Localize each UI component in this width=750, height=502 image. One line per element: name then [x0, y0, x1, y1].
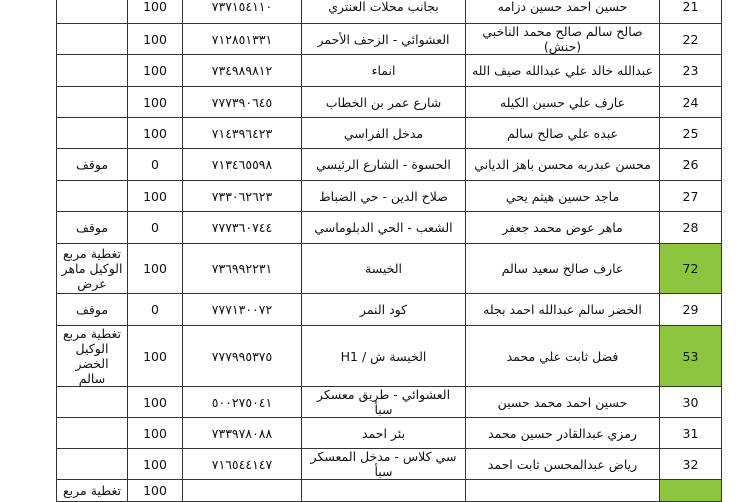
- note-text: تغطية مربع: [63, 483, 121, 498]
- note-cell: [57, 212, 128, 244]
- row-number-cell: [660, 480, 722, 502]
- row-number-text: 22: [682, 31, 699, 47]
- name-cell: [466, 0, 660, 24]
- phone-cell: [183, 326, 302, 387]
- name-cell: [466, 87, 660, 118]
- address-text: بئر احمد: [361, 425, 406, 441]
- phone-text: ٧١٢٨٥١٣٣١: [211, 31, 273, 47]
- table-row: [57, 449, 722, 480]
- row-number-text: 26: [682, 157, 699, 172]
- amount-text: 100: [143, 394, 167, 410]
- amount-cell: [128, 244, 183, 294]
- phone-cell: [183, 0, 302, 24]
- address-cell: [302, 149, 466, 181]
- name-cell: [466, 244, 660, 294]
- row-number-cell: [660, 0, 722, 24]
- address-text: صلاح الدين - حي الضباط: [319, 188, 448, 204]
- name-text: ماهر عوض محمد جعفر: [502, 220, 623, 235]
- name-cell: [466, 212, 660, 244]
- table-row: [57, 24, 722, 55]
- amount-cell: [128, 55, 183, 87]
- address-text: انماء: [371, 63, 396, 78]
- note-cell: [57, 449, 128, 480]
- note-cell: [57, 387, 128, 418]
- row-number-cell: [660, 149, 722, 181]
- table-row: [57, 118, 722, 149]
- phone-text: ٧٧٧١٣٠٠٧٢: [211, 302, 273, 317]
- note-cell: [57, 244, 128, 294]
- row-number-text: 53: [682, 348, 699, 364]
- address-cell: [302, 294, 466, 326]
- amount-text: 0: [151, 157, 159, 172]
- name-cell: [466, 418, 660, 449]
- name-cell: [466, 24, 660, 55]
- amount-text: 100: [143, 31, 167, 47]
- note-cell: [57, 24, 128, 55]
- name-text: فضل ثابت علي محمد: [506, 348, 619, 364]
- row-number-cell: [660, 87, 722, 118]
- address-cell: [302, 55, 466, 87]
- address-text: بجانب محلات العنتري: [328, 0, 439, 14]
- phone-cell: [183, 181, 302, 212]
- name-cell: [466, 181, 660, 212]
- name-cell: [466, 55, 660, 87]
- name-cell: [466, 449, 660, 480]
- note-cell: [57, 0, 128, 24]
- note-cell: [57, 118, 128, 149]
- amount-text: 0: [151, 220, 159, 235]
- note-text: تغطية مربع الوكيل ماهر عرض: [61, 246, 123, 291]
- roster-table-body: [57, 0, 722, 502]
- note-cell: [57, 55, 128, 87]
- row-number-cell: [660, 212, 722, 244]
- address-cell: [302, 387, 466, 418]
- row-number-cell: [660, 118, 722, 149]
- name-cell: [466, 118, 660, 149]
- table-row: [57, 55, 722, 87]
- row-number-cell: [660, 387, 722, 418]
- table-row: [57, 87, 722, 118]
- name-text: حسين احمد محمد حسين: [497, 394, 628, 410]
- name-text: صالح سالم صالح محمد الناخبي (حنش): [482, 24, 643, 54]
- table-row: [57, 326, 722, 387]
- name-text: ماجد حسين هيثم يحي: [505, 188, 620, 204]
- address-text: الخيسة ش / H1: [340, 348, 427, 364]
- address-text: العشوائي - طريق معسكر سبأ: [316, 387, 451, 417]
- note-cell: [57, 294, 128, 326]
- phone-cell: [183, 480, 302, 502]
- note-cell: [57, 87, 128, 118]
- note-cell: [57, 418, 128, 449]
- row-number-text: 25: [682, 125, 699, 141]
- amount-cell: [128, 294, 183, 326]
- row-number-cell: [660, 55, 722, 87]
- amount-cell: [128, 87, 183, 118]
- amount-cell: [128, 118, 183, 149]
- phone-cell: [183, 24, 302, 55]
- row-number-cell: [660, 449, 722, 480]
- table-row: [57, 480, 722, 502]
- phone-cell: [183, 449, 302, 480]
- amount-text: 100: [143, 63, 167, 78]
- address-cell: [302, 212, 466, 244]
- note-text: موقف: [75, 302, 109, 317]
- table-row: [57, 0, 722, 24]
- row-number-cell: [660, 326, 722, 387]
- phone-text: ٥٠٠٢٧٥٠٤١: [211, 394, 273, 410]
- phone-cell: [183, 87, 302, 118]
- row-number-text: 28: [682, 220, 699, 235]
- note-cell: [57, 181, 128, 212]
- phone-text: ٧٣٧١٥٤١١٠: [211, 0, 273, 14]
- name-text: حسين احمد حسين دزامه: [497, 0, 628, 14]
- name-text: الخضر سالم عبدالله احمد بجله: [483, 302, 642, 317]
- row-number-text: 24: [682, 94, 699, 110]
- phone-text: ٧٣٣٩٧٨٠٨٨: [211, 425, 273, 441]
- amount-cell: [128, 480, 183, 502]
- amount-text: 100: [143, 425, 167, 441]
- amount-text: 0: [151, 302, 159, 317]
- row-number-cell: [660, 244, 722, 294]
- amount-cell: [128, 418, 183, 449]
- phone-text: ٧٧٧٩٩٥٣٧٥: [211, 348, 273, 364]
- note-cell: [57, 326, 128, 387]
- table-row: [57, 387, 722, 418]
- address-cell: [302, 244, 466, 294]
- row-number-text: 72: [682, 261, 699, 276]
- amount-text: 100: [143, 125, 167, 141]
- note-cell: [57, 149, 128, 181]
- name-cell: [466, 480, 660, 502]
- note-text: موقف: [75, 157, 109, 172]
- phone-text: ٧١٤٣٩٦٤٢٣: [211, 125, 273, 141]
- phone-cell: [183, 294, 302, 326]
- phone-cell: [183, 387, 302, 418]
- amount-text: 100: [143, 94, 167, 110]
- phone-text: ٧٧٧٣٩٠٦٤٥: [211, 94, 273, 110]
- name-text: عبده علي صالح سالم: [507, 125, 618, 141]
- phone-cell: [183, 149, 302, 181]
- row-number-cell: [660, 24, 722, 55]
- amount-cell: [128, 181, 183, 212]
- phone-text: ٧٣٦٩٩٢٢٣١: [211, 261, 273, 276]
- note-text: موقف: [75, 220, 109, 235]
- amount-cell: [128, 449, 183, 480]
- name-text: رياض عبدالمحسن ثابت احمد: [487, 456, 638, 472]
- address-cell: [302, 326, 466, 387]
- address-text: العشوائي - الزحف الأحمر: [317, 31, 450, 47]
- phone-cell: [183, 118, 302, 149]
- roster-table: [56, 0, 722, 502]
- name-cell: [466, 149, 660, 181]
- table-row: [57, 294, 722, 326]
- note-cell: [57, 480, 128, 502]
- address-cell: [302, 449, 466, 480]
- phone-text: ٧٧٧٣٦٠٧٤٤: [211, 220, 273, 235]
- address-cell: [302, 181, 466, 212]
- row-number-text: 23: [682, 63, 699, 78]
- amount-cell: [128, 0, 183, 24]
- name-text: عارف علي حسين الكيله: [499, 94, 626, 110]
- address-text: شارع عمر بن الخطاب: [325, 94, 442, 110]
- name-cell: [466, 326, 660, 387]
- name-cell: [466, 387, 660, 418]
- amount-text: 100: [143, 483, 167, 498]
- address-text: الخيسة: [365, 261, 402, 276]
- note-text: تغطية مربع الوكيل الخضر سالم: [63, 326, 121, 386]
- row-number-cell: [660, 181, 722, 212]
- table-row: [57, 149, 722, 181]
- amount-cell: [128, 326, 183, 387]
- name-text: رمزي عبدالقادر حسين محمد: [488, 425, 637, 441]
- address-cell: [302, 24, 466, 55]
- address-cell: [302, 118, 466, 149]
- row-number-cell: [660, 294, 722, 326]
- address-cell: [302, 418, 466, 449]
- address-cell: [302, 87, 466, 118]
- phone-text: ٧١٣٤٦٥٥٩٨: [211, 157, 273, 172]
- address-text: كود النمر: [359, 302, 408, 317]
- amount-text: 100: [143, 348, 167, 364]
- row-number-cell: [660, 418, 722, 449]
- amount-cell: [128, 387, 183, 418]
- roster-sheet: [56, 0, 711, 502]
- amount-cell: [128, 149, 183, 181]
- table-row: [57, 181, 722, 212]
- phone-cell: [183, 55, 302, 87]
- row-number-text: 29: [682, 302, 699, 317]
- phone-cell: [183, 418, 302, 449]
- address-text: سي كلاس - مدخل المعسكر سبأ: [310, 449, 457, 479]
- amount-text: 100: [143, 0, 167, 14]
- phone-cell: [183, 212, 302, 244]
- table-row: [57, 418, 722, 449]
- phone-cell: [183, 244, 302, 294]
- table-row: [57, 212, 722, 244]
- amount-text: 100: [143, 261, 167, 276]
- address-text: مدخل الفراسي: [343, 125, 424, 141]
- address-cell: [302, 0, 466, 24]
- amount-text: 100: [143, 188, 167, 204]
- address-text: الشعب - الحي الدبلوماسي: [314, 220, 453, 235]
- name-text: عبدالله خالد علي عبدالله صيف الله: [471, 63, 654, 78]
- row-number-text: 21: [682, 0, 699, 14]
- row-number-text: 30: [682, 394, 699, 410]
- address-cell: [302, 480, 466, 502]
- phone-text: ٧٣٤٩٨٩٨١٢: [211, 63, 273, 78]
- phone-text: ٧٣٣٠٦٢٦٢٣: [211, 188, 273, 204]
- name-cell: [466, 294, 660, 326]
- row-number-text: 31: [682, 425, 699, 441]
- row-number-text: 27: [682, 188, 699, 204]
- name-text: عارف صالح سعيد سالم: [501, 261, 624, 276]
- address-text: الحسوة - الشارع الرئيسي: [316, 157, 451, 172]
- name-text: محسن عبدربه محسن باهز الدياني: [474, 157, 651, 172]
- amount-cell: [128, 212, 183, 244]
- table-row: [57, 244, 722, 294]
- phone-text: ٧١٦٥٤٤١٤٧: [211, 456, 273, 472]
- row-number-text: 32: [682, 456, 699, 472]
- amount-text: 100: [143, 456, 167, 472]
- amount-cell: [128, 24, 183, 55]
